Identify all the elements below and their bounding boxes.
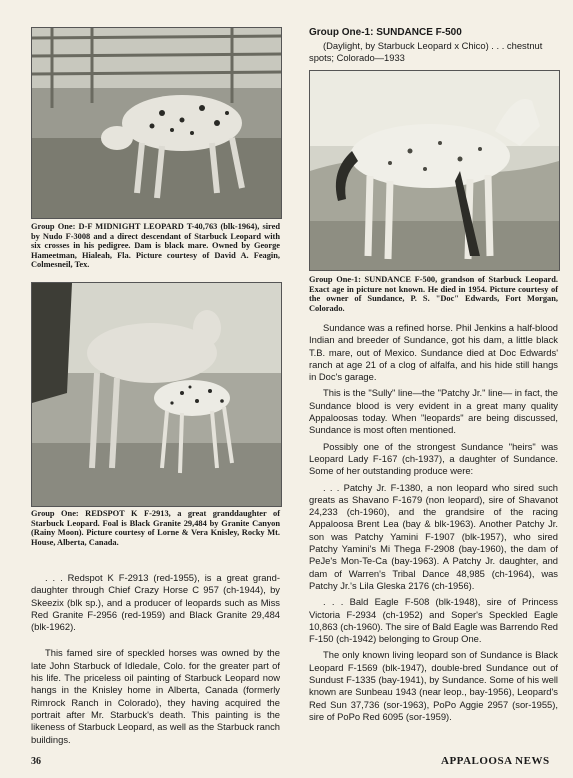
magazine-name: APPALOOSA NEWS — [441, 755, 550, 767]
photo1-caption: Group One: D-F MIDNIGHT LEOPARD T-40,763 (blk-1964), sired by Nudo F-3008 and a direct descendant of Starbuck Leopard with six crosses in his pedigree. Dam is black mare. Owned by George Hameetman, Hialeah, Fla. Picture courtesy of David A. Feagin, Colmesneil, Tex. — [31, 222, 280, 270]
paragraph-starbuck-history: This famed sire of speckled horses was owned by the late John Starbuck of Idledale, Colo. for the greater part of his life. The priceless oil painting of Starbuck Leopard now hangs in the Knisley home in Alberta, Canada (formerly Rimrock Ranch in Colorado), they having acquired the portrait after Mr. Starbuck's death. This painting is the likeness of Starbuck Leopard, as well as the Starbuck ranch buildings. — [31, 647, 280, 745]
section-subhead: (Daylight, by Starbuck Leopard x Chico) . . . chestnut spots; Colorado—1933 — [309, 40, 543, 63]
photo-sundance — [309, 70, 560, 271]
photo2-caption: Group One: REDSPOT K F-2913, a great granddaughter of Starbuck Leopard. Foal is Black Granite 29,484 by Granite Canyon (Rainy Moon). Picture courtesy of Lorne & Vera Knisley, Rocky Mt. House, Alberta, Canada. — [31, 509, 280, 547]
photo3-caption: Group One-1: SUNDANCE F-500, grandson of Starbuck Leopard. Exact age in picture not known. He died in 1954. Picture courtesy of the owner of Sundance, P. S. "Doc" Edwards, Fort Morgan, Colorado. — [309, 275, 558, 313]
photo-midnight-leopard — [31, 27, 282, 219]
left-column-text — [31, 572, 280, 750]
paragraph-black-leopard: The only known living leopard son of Sundance is Black Leopard F-1569 (blk-1947), double-bred Sundance out of Sundust F-1335 (bay-1941), by Sundance. Some of his well known are Sunbeau 1943 (near leop., bay-1956), Leopard's Red Sun 37,736 (sor-1963), PoPo Aggie 2957 (sor-1955), sire of PoPo Red 6095 (sor-1959). — [309, 649, 558, 722]
paragraph-sully-line: This is the "Sully" line—the "Patchy Jr." line— in fact, the Sundance blood is very evident in a great many quality Appaloosas today. When "leopards" are being discussed, Sundance is most often mentioned. — [309, 387, 558, 436]
section-heading: Group One-1: SUNDANCE F-500 — [309, 27, 462, 38]
paragraph-sundance-refined: Sundance was a refined horse. Phil Jenkins a half-blood Indian and breeder of Sundance, got his dam, a little black T.B. mare, out of Mexico. Sundance died at Doc Edwards' ranch at age 21 of a clog of alfalfa, and his hide still hangs in Doc's garage. — [309, 322, 558, 383]
photo-redspot-and-foal — [31, 282, 282, 507]
paragraph-patchy-jr: . . . Patchy Jr. F-1380, a non leopard who sired such greats as Shavano F-1679 (non leopard), sire of Shavanot 24,233 (ch-1960), and the grandsire of the racing Appaloosa Brent Lea (bay & blk-1963). Another Patchy Jr. son was Patchy Yamini F-1907 (blk-1957), who sired Patchy Yamini's Mi Thega F-2908 (bay-1960), the dam of PeJe's Mon-Te-Ca (bay-1963). A Patchy Jr. daughter, and dam of Warren's Tribal Dance 48,985 (ch-1964), was Patchy Jr.'s Lila Gleska 2176 (ch-1956). — [309, 481, 558, 591]
page-number: 36 — [31, 756, 41, 767]
paragraph-leopard-lady: Possibly one of the strongest Sundance "heirs" was Leopard Lady F-167 (ch-1937), a daughter of Sundance. Some of her outstanding produce were: — [309, 440, 558, 477]
paragraph-redspot: . . . Redspot K F-2913 (red-1955), is a great grand-daughter through Chief Crazy Horse C 957 (ch-1944), by Skeezix (blk sp.), and a producer of leopards such as Miss Red Granite F-2956 (red-1959) and Black Granite 29,484 (blk-1962). — [31, 572, 280, 633]
paragraph-bald-eagle: . . . Bald Eagle F-508 (blk-1948), sire of Princess Victoria F-2934 (ch-1952) and Soper's Speckled Eagle 10,863 (ch-1960). The sire of Bald Eagle was Barrendo Red F-150 (ch-1942) belonging to Group One. — [309, 596, 558, 645]
right-column-text — [309, 322, 558, 727]
